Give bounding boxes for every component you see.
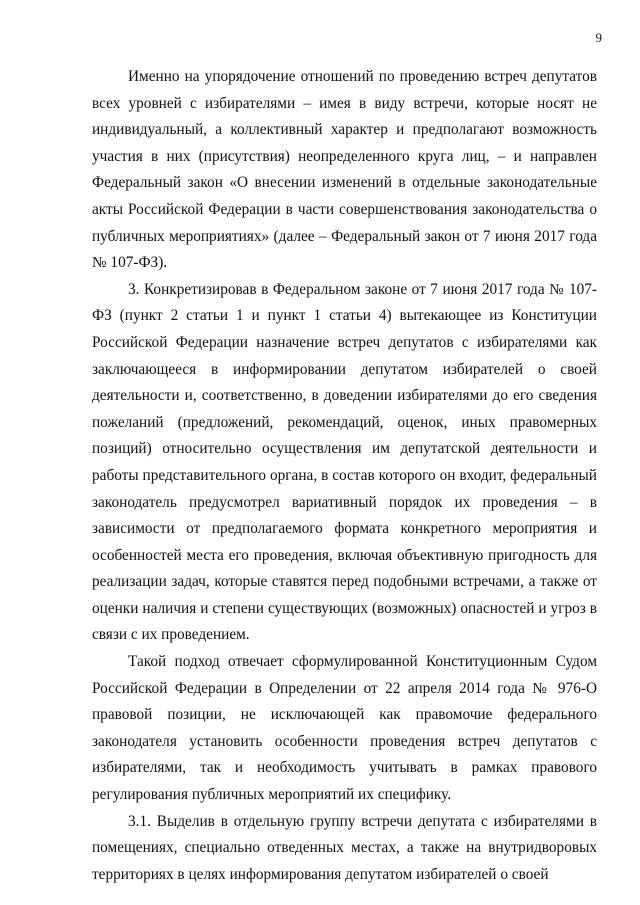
text-line: особенностей места его проведения, включая объективную пригодность для [92,546,597,564]
text-line: связи с их проведением. [92,626,250,644]
text-line: 3. Конкретизировав в Федеральном законе от 7 июня 2017 года № 107- [128,280,597,298]
text-line: Российской Федерации в Определении от 22 апреля 2014 года № 976-О [92,679,597,697]
text-line: работы представительного органа, в состав которого он входит, федеральный [92,466,597,484]
text-line: публичных мероприятиях» (далее – Федеральный закон от 7 июня 2017 года [92,227,597,245]
text-line: позиций) относительно осуществления им депутатской деятельности и [92,440,597,458]
text-line: ФЗ (пункт 2 статьи 1 и пункт 1 статьи 4) вытекающее из Конституции [92,307,597,325]
text-line: № 107-ФЗ). [92,254,168,272]
text-line: зависимости от предполагаемого формата конкретного мероприятия и [92,520,597,538]
page-number: 9 [595,30,602,45]
text-line: всех уровней с избирателями – имея в виду встречи, которые носят не [92,94,597,112]
text-line: Такой подход отвечает сформулированной Конституционным Судом [128,653,597,671]
text-line: законодателя установить особенности проведения встреч депутатов с [92,732,597,750]
text-line: оценки наличия и степени существующих (возможных) опасностей и угроз в [92,599,597,617]
text-line: регулирования публичных мероприятий их специфику. [92,786,452,804]
text-line: 3.1. Выделив в отдельную группу встречи депутата с избирателями в [128,812,597,830]
text-line: индивидуальный, а коллективный характер и предполагают возможность [92,121,597,139]
text-line: Именно на упорядочение отношений по проведению встреч депутатов [128,68,597,85]
text-line: заключающееся в информировании депутатом избирателей о своей [92,360,597,378]
paragraph [92,277,597,649]
text-line: акты Российской Федерации в части совершенствования законодательства о [92,200,597,218]
text-line: законодатель предусмотрел вариативный порядок их проведения – в [92,493,597,511]
text-line: избирателями, так и необходимость учитывать в рамках правового [92,759,597,777]
text-line: Федеральный закон «О внесении изменений в отдельные законодательные [92,174,597,192]
paragraph [92,809,597,889]
text-line: Российской Федерации назначение встреч депутатов с избирателями как [92,333,597,351]
text-line: территориях в целях информирования депутатом избирателей о своей [92,865,549,883]
document-body [92,64,597,888]
text-line: правовой позиции, не исключающей как правомочие федерального [92,706,597,724]
text-line: реализации задач, которые ставятся перед подобными встречами, а также от [92,573,597,591]
text-line: пожеланий (предложений, рекомендаций, оценок, иных правомерных [92,413,597,431]
paragraph [92,649,597,809]
text-line: участия в них (присутствия) неопределенного круга лиц, – и направлен [92,147,597,165]
text-line: деятельности и, соответственно, в доведении избирателями до его сведения [92,387,597,405]
text-line: помещениях, специально отведенных местах, а также на внутридворовых [92,839,597,857]
paragraph [92,64,597,277]
